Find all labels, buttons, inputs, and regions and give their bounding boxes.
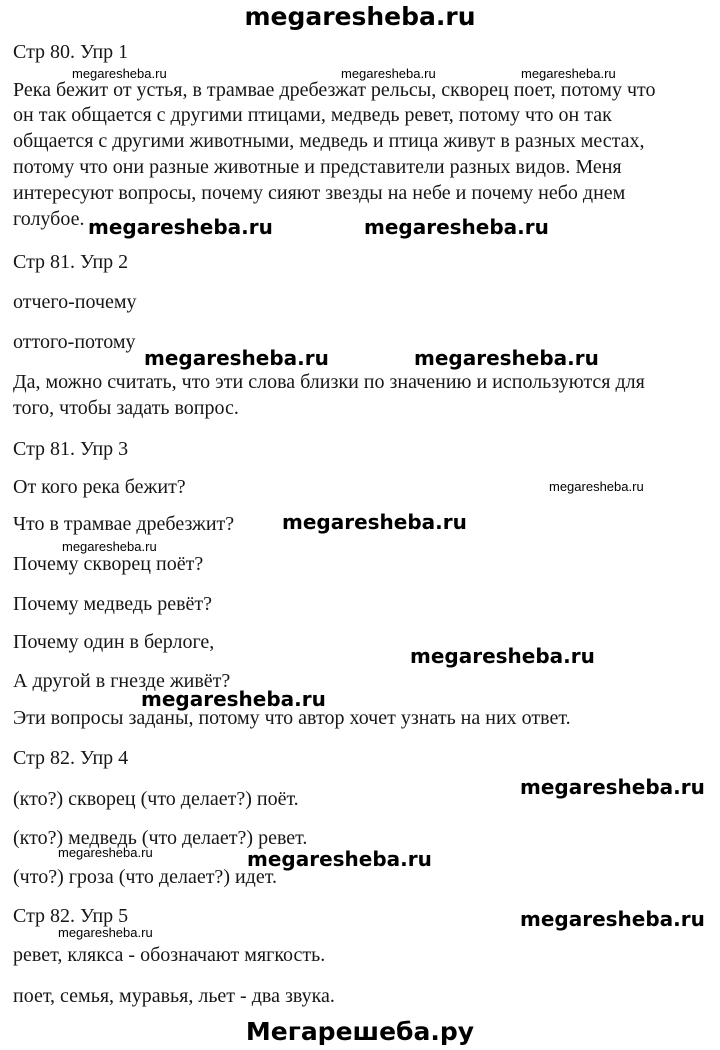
- text-line: (кто?) медведь (что делает?) ревет.: [13, 827, 308, 849]
- text-line: Почему медведь ревёт?: [13, 593, 213, 615]
- site-footer: Мегарешеба.ру: [245, 1017, 475, 1046]
- text-line: ревет, клякса - обозначают мягкость.: [13, 944, 326, 966]
- watermark-large: megaresheba.ru: [88, 215, 273, 239]
- text-line: Река бежит от устья, в трамвае дребезжат рельсы, скворец поет, потому что: [13, 79, 656, 101]
- text-line: Да, можно считать, что эти слова близки по значению и используются для: [13, 371, 645, 393]
- section-heading-ex2: Стр 81. Упр 2: [13, 251, 129, 273]
- site-header: megaresheba.ru: [244, 2, 476, 31]
- watermark-large: megaresheba.ru: [520, 775, 705, 799]
- watermark-large: megaresheba.ru: [520, 907, 705, 931]
- text-line: потому что они разные животные и представители разных видов. Меня: [13, 156, 622, 178]
- text-line: Что в трамвае дребезжит?: [13, 513, 235, 535]
- text-line: того, чтобы задать вопрос.: [13, 397, 239, 419]
- text-line: Почему один в берлоге,: [13, 631, 215, 653]
- watermark-small: megaresheba.ru: [62, 539, 157, 554]
- section-heading-ex1: Стр 80. Упр 1: [13, 41, 129, 63]
- watermark-small: megaresheba.ru: [58, 845, 153, 860]
- text-line: отчего-почему: [13, 291, 137, 313]
- text-line: голубое.: [13, 208, 85, 230]
- text-line: А другой в гнезде живёт?: [13, 670, 231, 692]
- text-line: интересуют вопросы, почему сияют звезды на небе и почему небо днем: [13, 182, 626, 204]
- text-line: Почему скворец поёт?: [13, 553, 204, 575]
- watermark-small: megaresheba.ru: [549, 479, 644, 494]
- watermark-large: megaresheba.ru: [141, 687, 326, 711]
- watermark-large: megaresheba.ru: [364, 215, 549, 239]
- text-line: поет, семья, муравья, льет - два звука.: [13, 985, 335, 1007]
- watermark-large: megaresheba.ru: [410, 644, 595, 668]
- text-line: Эти вопросы заданы, потому что автор хочет узнать на них ответ.: [13, 707, 571, 729]
- watermark-small: megaresheba.ru: [72, 66, 167, 81]
- text-line: От кого река бежит?: [13, 476, 186, 498]
- text-line: он так общается с другими птицами, медведь ревет, потому что он так: [13, 104, 612, 126]
- watermark-large: megaresheba.ru: [282, 510, 467, 534]
- watermark-small: megaresheba.ru: [58, 925, 153, 940]
- section-heading-ex5: Стр 82. Упр 5: [13, 905, 129, 927]
- text-line: общается с другими животными, медведь и птица живут в разных местах,: [13, 130, 645, 152]
- watermark-large: megaresheba.ru: [144, 346, 329, 370]
- section-heading-ex3: Стр 81. Упр 3: [13, 438, 129, 460]
- watermark-large: megaresheba.ru: [247, 847, 432, 871]
- watermark-small: megaresheba.ru: [341, 66, 436, 81]
- text-line: оттого-потому: [13, 331, 136, 353]
- text-line: (что?) гроза (что делает?) идет.: [13, 866, 277, 888]
- watermark-small: megaresheba.ru: [521, 66, 616, 81]
- section-heading-ex4: Стр 82. Упр 4: [13, 747, 129, 769]
- watermark-large: megaresheba.ru: [414, 346, 599, 370]
- text-line: (кто?) скворец (что делает?) поёт.: [13, 788, 299, 810]
